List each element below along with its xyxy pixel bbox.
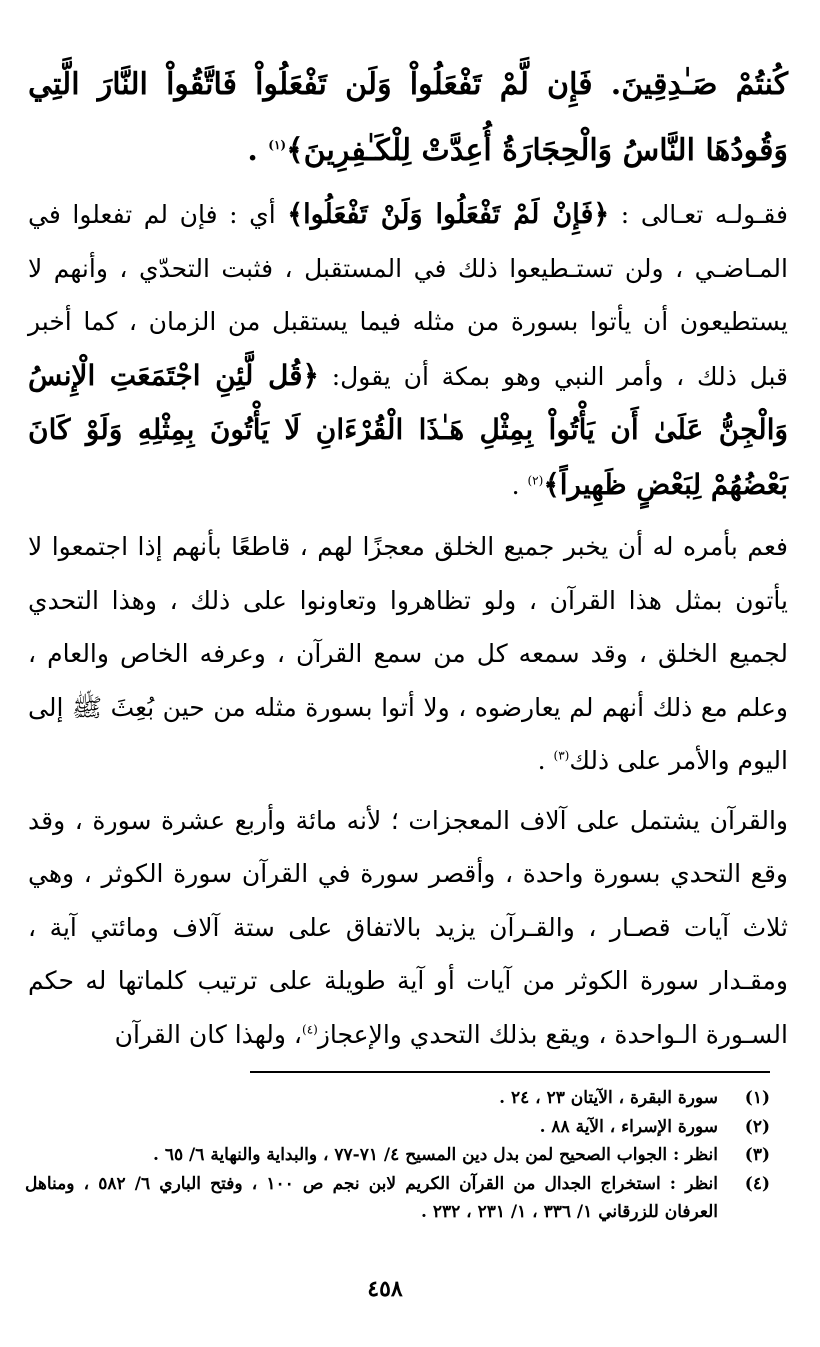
footnote-divider bbox=[250, 1071, 770, 1073]
footnote-item bbox=[25, 1141, 770, 1170]
footnote-ref-3[interactable]: (٣) bbox=[553, 748, 570, 763]
footnote-number: (١) bbox=[744, 1088, 770, 1108]
quran-quote: ﴿فَإِنْ لَمْ تَفْعَلُوا وَلَنْ تَفْعَلُوا﴾ bbox=[287, 199, 610, 230]
footnote-item bbox=[25, 1170, 770, 1227]
footnote-number: (٢) bbox=[744, 1116, 770, 1137]
footnotes bbox=[25, 1084, 770, 1227]
footnote-text: انظر : استخراج الجدال من القرآن الكريم لابن نجم ص ١٠٠ ، وفتح الباري ٦/ ٥٨٢ ، ومناهل العرفان للزرقاني ١/ ٣٣٦ ، ١/ ٢٣١ ، ٢٣٢ . bbox=[25, 1173, 718, 1222]
page-number: ٤٥٨ bbox=[367, 1276, 403, 1302]
footnote-item bbox=[25, 1084, 770, 1113]
footnote-text: انظر : الجواب الصحيح لمن بدل دين المسيح ٤/ ٧١-٧٧ ، والبداية والنهاية ٦/ ٦٥ . bbox=[153, 1145, 718, 1165]
paragraph-3: والقرآن يشتمل على آلاف المعجزات ؛ لأنه مائة وأربع عشرة سورة ، وقد وقع التحدي بسورة واحدة ، وأقصر سورة في القرآن سورة الكوثر ، وهي ثلاث آيات قصـار ، والقـرآن يزيد بالاتفاق على ستة آلاف ومائتي آية ، ومقـدار سورة الكوثر من آيات أو آية طويلة على ترتيب كلماتها له حكم السـورة الـواحدة ، ويقع بذلك التحدي والإعجاز$^{(٤)}$، ولهذا كان القرآن bbox=[28, 805, 788, 1049]
quran-verse-continuation: كُنتُمْ صَـٰدِقِينَ. فَإِن لَّمْ تَفْعَلُواْ وَلَن تَفْعَلُواْ فَاتَّقُواْ النَّارَ الَّتِي وَقُودُهَا النَّاسُ وَالْحِجَارَةُ أُعِدَّتْ لِلْكَـٰفِرِينَ﴾$^{(١)}$ . bbox=[28, 67, 788, 168]
footnote-text: سورة الإسراء ، الآية ٨٨ . bbox=[539, 1116, 718, 1137]
paragraph-text: أي : فإن لم تفعلوا في المـاضـي ، ولن تستـطيعوا ذلك في المستقبل ، فثبت التحدّي ، وأنهم لا يستطيعون أن يأتوا بسورة من مثله فيما يستقبل من الزمان ، كما أخبر قبل ذلك ، وأمر النبي وهو بمكة أن يقول: bbox=[28, 200, 789, 391]
footnote-number: (٤) bbox=[744, 1173, 770, 1194]
footnote-text: سورة البقرة ، الآيتان ٢٣ ، ٢٤ . bbox=[499, 1088, 718, 1108]
paragraph-text: والقرآن يشتمل على آلاف المعجزات ؛ لأنه مائة وأربع عشرة سورة ، وقد وقع التحدي بسورة واحدة ، وأقصر سورة في القرآن سورة الكوثر ، وهي ثلاث آيات قصـار ، والقـرآن يزيد بالاتفاق على ستة آلاف ومائتي آية ، ومقـدار سورة الكوثر من آيات أو آية طويلة على ترتيب كلماتها له حكم السـورة الـواحدة ، ويقع بذلك التحدي والإعجاز bbox=[28, 805, 788, 1049]
verse-text: كُنتُمْ صَـٰدِقِينَ. فَإِن لَّمْ تَفْعَلُواْ وَلَن تَفْعَلُواْ فَاتَّقُواْ النَّارَ الَّتِي وَقُودُهَا النَّاسُ وَالْحِجَارَةُ أُعِدَّتْ لِلْكَـٰفِرِينَ﴾ bbox=[28, 67, 788, 168]
footnote-number: (٣) bbox=[744, 1145, 770, 1165]
paragraph-1: فقـولـه تعـالى : ﴿فَإِنْ لَمْ تَفْعَلُوا وَلَنْ تَفْعَلُوا﴾ أي : فإن لم تفعلوا في المـاضـي ، ولن تستـطيعوا ذلك في المستقبل ، فثبت التحدّي ، وأنهم لا يستطيعون أن يأتوا بسورة من مثله فيما يستقبل من الزمان ، كما أخبر قبل ذلك ، وأمر النبي وهو بمكة أن يقول: ﴿قُل لَّئِنِ اجْتَمَعَتِ الْإِنسُ وَالْجِنُّ عَلَىٰ أَن يَأْتُواْ بِمِثْلِ هَـٰذَا الْقُرْءَانِ لَا يَأْتُونَ بِمِثْلِهِ وَلَوْ كَانَ بَعْضُهُمْ لِبَعْضٍ ظَهِيراً﴾$^{(٢)}$ . bbox=[28, 199, 789, 501]
footnote-item bbox=[25, 1113, 770, 1142]
footnote-ref-1[interactable]: (١) bbox=[268, 138, 287, 152]
paragraph-intro: فقـولـه تعـالى : bbox=[609, 200, 789, 229]
footnote-ref-2[interactable]: (٢) bbox=[527, 473, 544, 488]
paragraph-2: فعم بأمره له أن يخبر جميع الخلق معجزًا لهم ، قاطعًا بأنهم إذا اجتمعوا لا يأتون بمثل هذا القرآن ، ولو تظاهروا وتعاونوا على ذلك ، وهذا التحدي لجميع الخلق ، وقد سمعه كل من سمع القرآن ، وعرفه الخاص والعام ، وعلم مع ذلك أنهم لم يعارضوه ، ولا أتوا بسورة مثله من حين بُعِثَ ﷺ إلى اليوم والأمر على ذلك$^{(٣)}$ . bbox=[28, 532, 788, 775]
paragraph-text: فعم بأمره له أن يخبر جميع الخلق معجزًا لهم ، قاطعًا بأنهم إذا اجتمعوا لا يأتون بمثل هذا القرآن ، ولو تظاهروا وتعاونوا على ذلك ، وهذا التحدي لجميع الخلق ، وقد سمعه كل من سمع القرآن ، وعرفه الخاص والعام ، وعلم مع ذلك أنهم لم يعارضوه ، ولا أتوا بسورة مثله من حين بُعِثَ ﷺ إلى اليوم والأمر على ذلك bbox=[28, 532, 788, 775]
quran-verse: ﴿قُل لَّئِنِ اجْتَمَعَتِ الْإِنسُ وَالْجِنُّ عَلَىٰ أَن يَأْتُواْ بِمِثْلِ هَـٰذَا الْقُرْءَانِ لَا يَأْتُونَ بِمِثْلِهِ وَلَوْ كَانَ بَعْضُهُمْ لِبَعْضٍ ظَهِيراً﴾ bbox=[28, 358, 788, 501]
footnote-ref-4[interactable]: (٤) bbox=[302, 1022, 318, 1037]
